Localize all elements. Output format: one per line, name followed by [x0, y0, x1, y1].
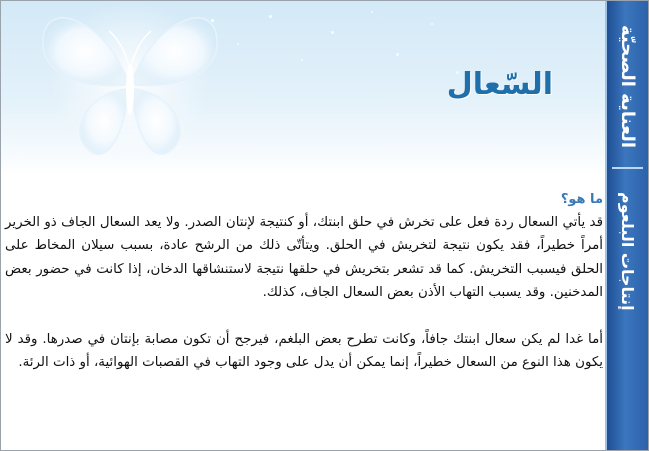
sidebar: [605, 1, 648, 450]
sidebar-series-title: إنتاجات البلعوم: [618, 191, 637, 311]
header-banner: [1, 1, 607, 177]
article-title: السّعال: [446, 67, 553, 102]
butterfly-icon: [35, 1, 225, 177]
article-paragraph: قد يأتي السعال ردة فعل على تخرش في حلق ابنتك، أو كنتيجة لإنتان الصدر. ولا يعد السعال الجاف ذو الخرير أمراً خطيراً، فقد يكون نتيجة لتخريش في الحلق. ويتأتّى ذلك من الرشح عادة، بسبب سيلان المخاط على الحلق فيسبب التخريش. كما قد تشعر بتخريش في حلقها نتيجة لاستنشاقها الدخان، إذا كانت في حضور بعض المدخنين. وقد يسبب التهاب الأذن بعض السعال الجاف، كذلك.: [5, 215, 603, 301]
article-paragraph: أما غدا لم يكن سعال ابنتك جافاً، وكانت تطرح بعض البلغم، فيرجح أن تكون مصابة بإنتان في صدرها. وقد لا يكون هذا النوع من السعال خطيراً، إنما يمكن أن يدل على وجود التهاب في القصبات الهوائية، أو ذات الرئة.: [5, 331, 603, 371]
section-heading: ما هو؟: [560, 192, 603, 207]
article-body: [5, 189, 603, 374]
sidebar-divider: [612, 167, 643, 169]
sidebar-section-title: العناية الصحيّة: [617, 25, 638, 149]
